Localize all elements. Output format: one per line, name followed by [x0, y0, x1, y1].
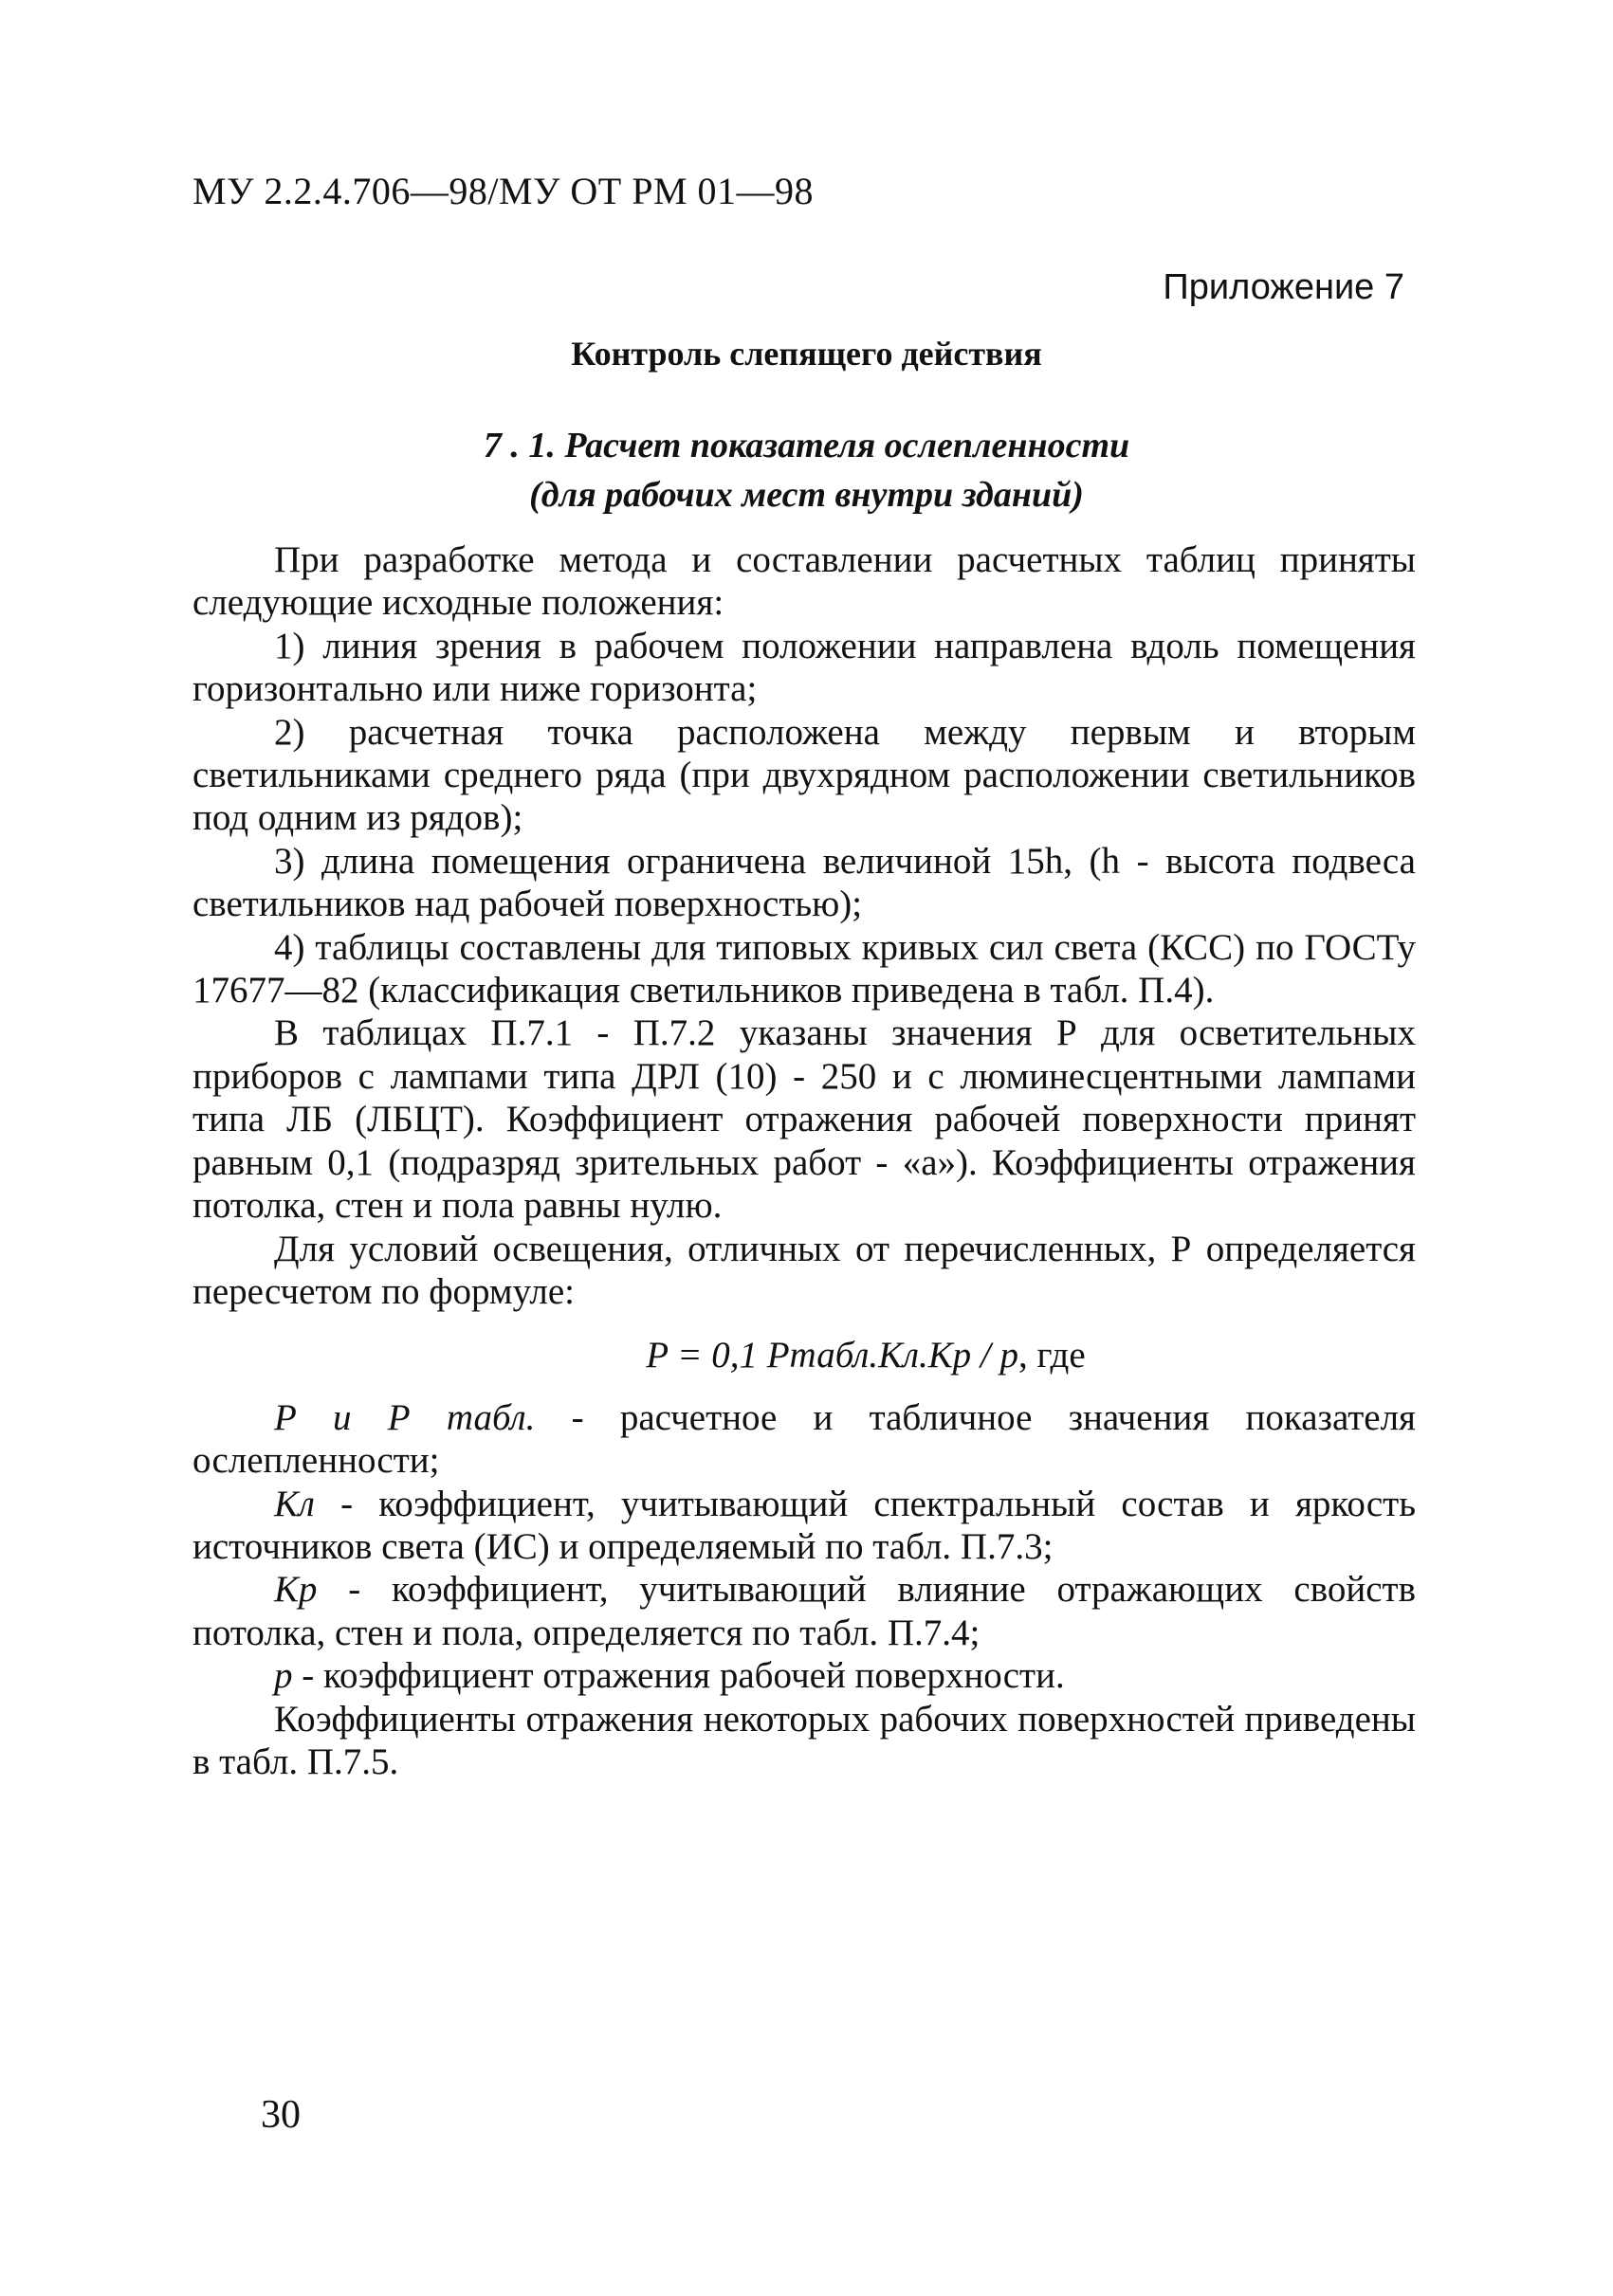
list-item-1: 1) линия зрения в рабочем положении направлена вдоль помещения горизонтально или ниже горизонта; [192, 625, 1416, 710]
formula-expression: P = 0,1 Pтабл.Кл.Кр / р [646, 1335, 1018, 1376]
appendix-label: Приложение 7 [1163, 267, 1404, 307]
definition-rho-text: - коэффициент отражения рабочей поверхности. [292, 1655, 1065, 1697]
list-item-4: 4) таблицы составлены для типовых кривых сил света (КСС) по ГОСТу 17677—82 (классификация светильников приведена в табл. П.4). [192, 926, 1416, 1011]
definition-kl-term: Кл [274, 1483, 315, 1524]
subsection-title: 7 . 1. Расчет показателя ослепленности [483, 426, 1130, 465]
definition-p [192, 1396, 1416, 1483]
list-item-2: 2) расчетная точка расположена между первым и вторым светильниками среднего ряда (при двухрядном расположении светильников под одним из рядов); [192, 711, 1416, 839]
list-item-3: 3) длина помещения ограничена величиной 15h, (h - высота подвеса светильников над рабочей поверхностью); [192, 840, 1416, 925]
document-code: МУ 2.2.4.706—98/МУ ОТ РМ 01—98 [192, 170, 815, 212]
formula-tail: , где [1017, 1335, 1086, 1376]
definition-kl [192, 1483, 1416, 1569]
definition-rho [192, 1654, 1416, 1697]
body-text [192, 538, 1416, 1783]
definition-kr [192, 1568, 1416, 1654]
paragraph-tables: В таблицах П.7.1 - П.7.2 указаны значения Р для осветительных приборов с лампами типа ДРЛ (10) - 250 и с люминесцентными лампами типа ЛБ (ЛБЦТ). Коэффициент отражения рабочей поверхности принят равным 0,1 (подразряд зрительных работ - «а»). Коэффициенты отражения потолка, стен и пола равны нулю. [192, 1012, 1416, 1227]
paragraph-intro: При разработке метода и составлении расчетных таблиц приняты следующие исходные положения: [192, 539, 1416, 624]
page-number: 30 [261, 2093, 301, 2137]
definition-p-term: Р и Р табл. [274, 1396, 536, 1438]
definition-kl-text: - коэффициент, учитывающий спектральный состав и яркость источников света (ИС) и определяемый по табл. П.7.3; [192, 1483, 1416, 1567]
paragraph-closing: Коэффициенты отражения некоторых рабочих поверхностей приведены в табл. П.7.5. [192, 1698, 1416, 1782]
definition-p-text: - расчетное и табличное значения показателя ослепленности; [192, 1396, 1416, 1482]
paragraph-conditions: Для условий освещения, отличных от перечисленных, Р определяется пересчетом по формуле: [192, 1228, 1416, 1312]
subsection-subtitle: (для рабочих мест внутри зданий) [529, 475, 1084, 515]
definition-kr-text: - коэффициент, учитывающий влияние отражающих свойств потолка, стен и пола, определяется по табл. П.7.4; [192, 1569, 1416, 1653]
definition-rho-term: р [274, 1655, 293, 1697]
section-title: Контроль слепящего действия [571, 335, 1042, 373]
formula [192, 1334, 1416, 1376]
definition-kr-term: Кр [274, 1569, 318, 1611]
